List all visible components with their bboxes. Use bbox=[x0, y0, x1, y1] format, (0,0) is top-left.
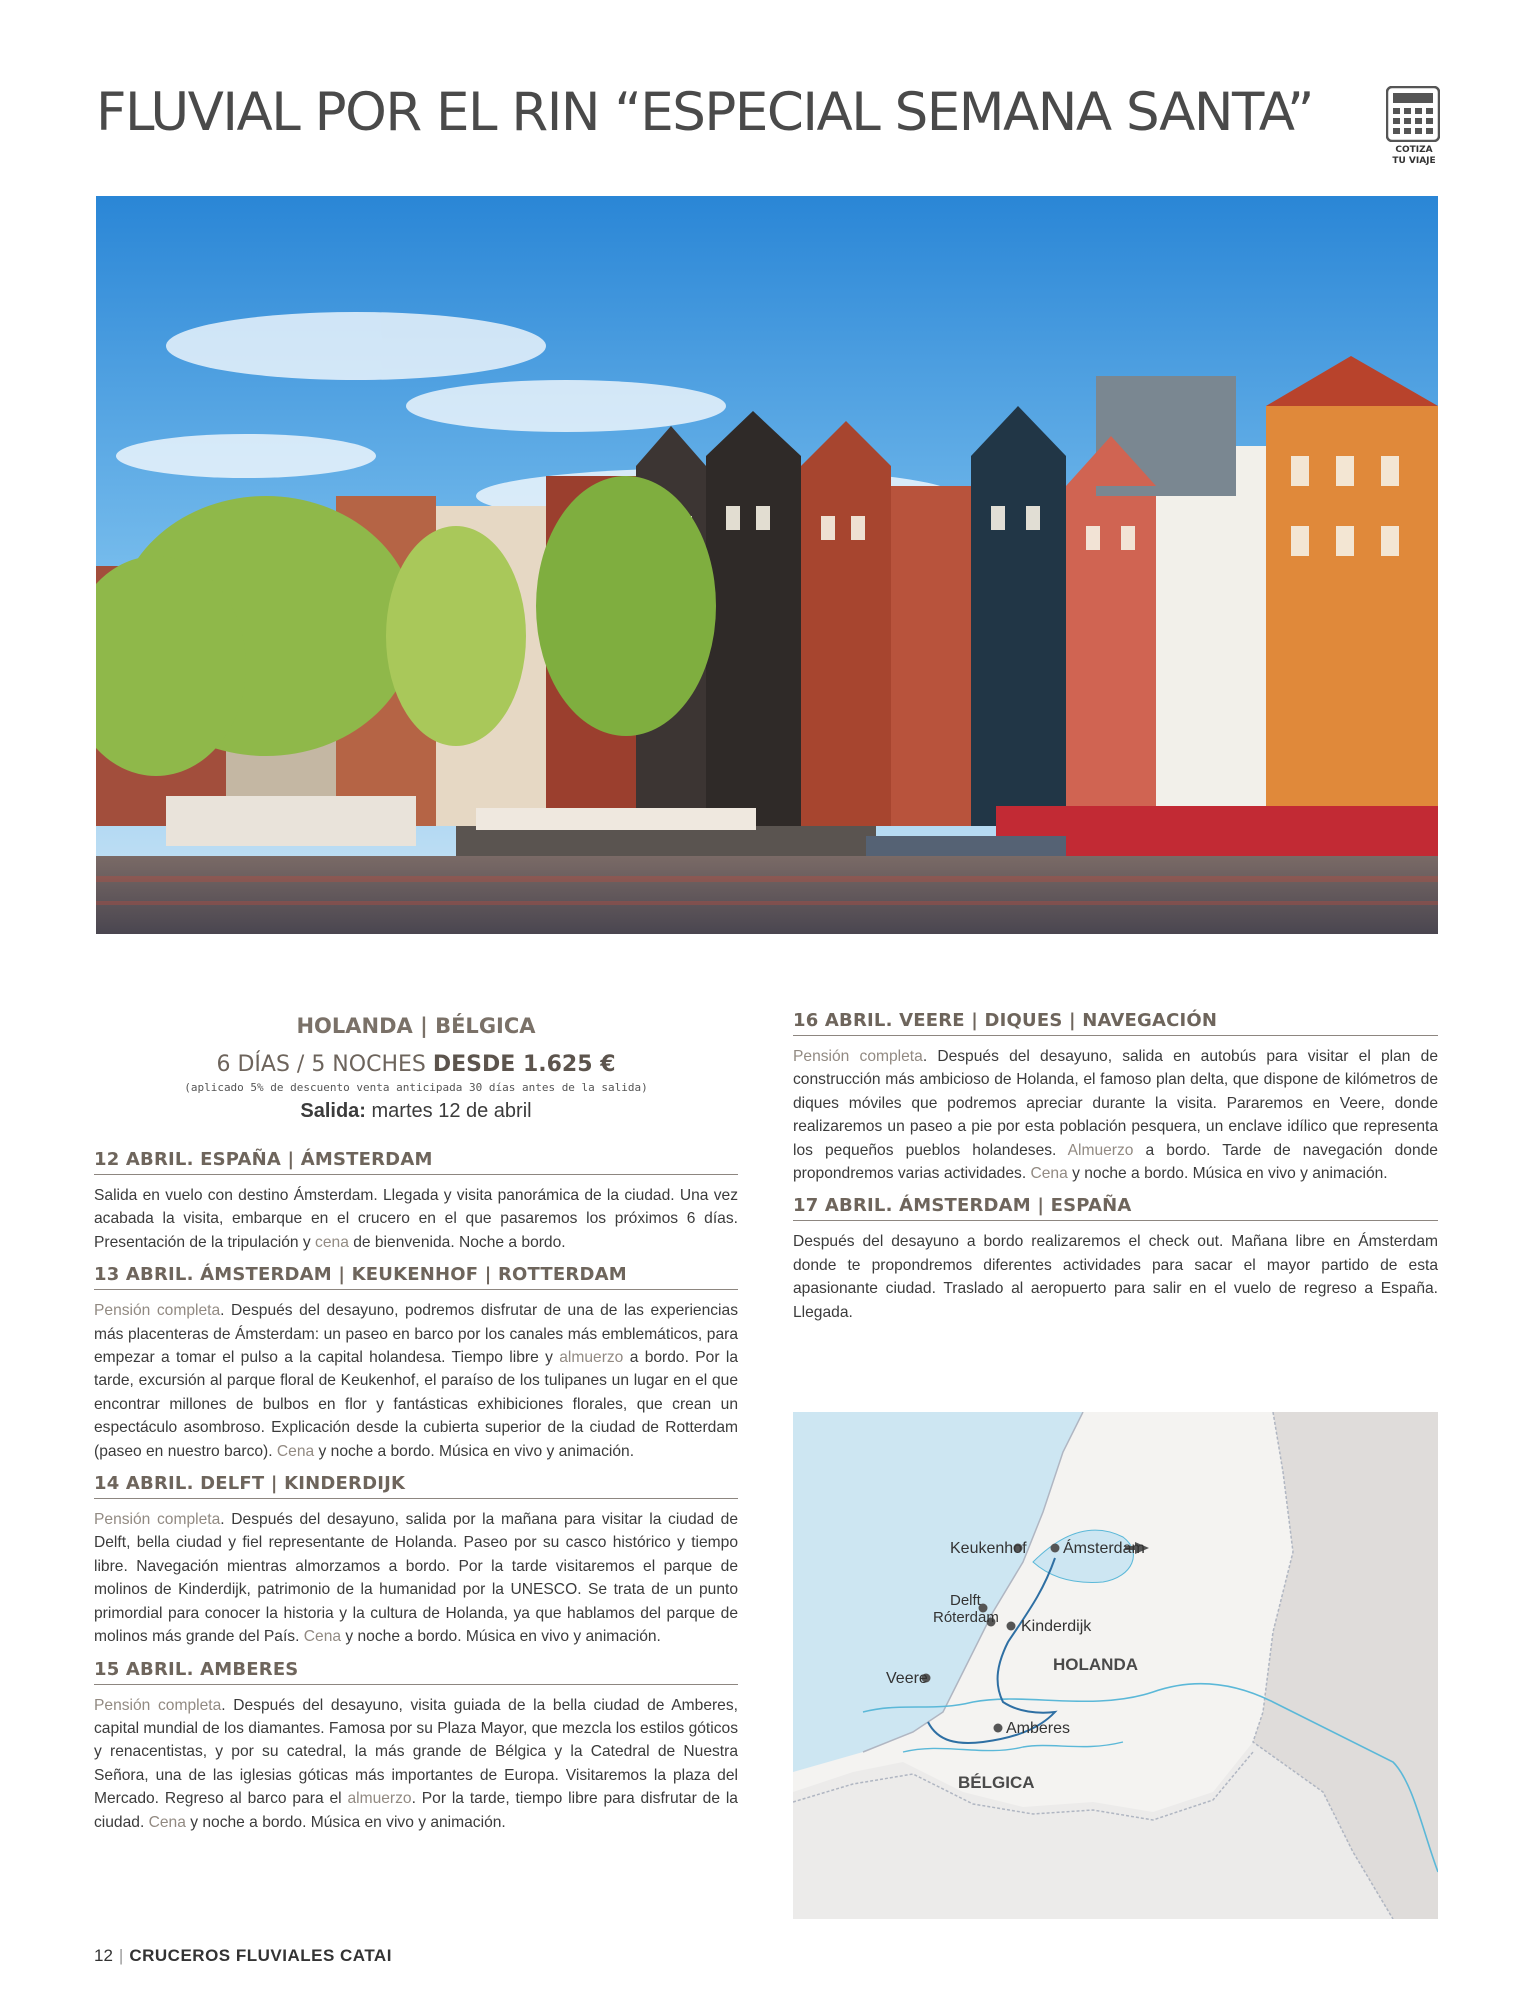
day-heading: 16 ABRIL. VEERE | DIQUES | NAVEGACIÓN bbox=[793, 1010, 1438, 1036]
day-12-abril bbox=[94, 1149, 738, 1254]
hero-illustration bbox=[96, 196, 1438, 934]
day-description: Salida en vuelo con destino Ámsterdam. Llegada y visita panorámica de la ciudad. Una vez acabada la visita, embarque en el crucero en el que pasaremos los próximos 6 días. Presentación de la tripulación y cena de bienvenida. Noche a bordo. bbox=[94, 1187, 738, 1251]
discount-note: (aplicado 5% de descuento venta anticipada 30 días antes de la salida) bbox=[184, 1081, 648, 1094]
day-14-abril bbox=[94, 1473, 738, 1648]
day-15-abril bbox=[94, 1659, 738, 1834]
day-description: Pensión completa. Después del desayuno, visita guiada de la bella ciudad de Amberes, capital mundial de los diamantes. Famosa por su Plaza Mayor, que mezcla los estilos góticos y renacentistas, y por su catedral, la más grande de Bélgica y la Catedral de Nuestra Señora, una de las iglesias góticas más importantes de Europa. Visitaremos la plaza del Mercado. Regreso al barco para el almuerzo. Por la tarde, tiempo libre para disfrutar de la ciudad. Cena y noche a bordo. Música en vivo y animación. bbox=[94, 1696, 738, 1831]
label-rotterdam: Róterdam bbox=[933, 1609, 999, 1626]
day-heading: 12 ABRIL. ESPAÑA | ÁMSTERDAM bbox=[94, 1149, 738, 1175]
trip-duration: 6 DÍAS / 5 NOCHES bbox=[216, 1052, 426, 1077]
city-dot-icon bbox=[994, 1724, 1003, 1733]
departure-value: martes 12 de abril bbox=[365, 1100, 532, 1122]
day-17-abril bbox=[793, 1195, 1438, 1324]
quote-trip-button[interactable] bbox=[1386, 86, 1442, 167]
calculator-icon bbox=[1386, 86, 1440, 142]
page-footer bbox=[94, 1946, 392, 1966]
city-dot-icon bbox=[1007, 1622, 1016, 1631]
trip-summary bbox=[94, 1014, 738, 1123]
price-line bbox=[94, 1052, 738, 1077]
label-amberes: Amberes bbox=[1006, 1720, 1071, 1737]
departure-label: Salida: bbox=[300, 1100, 366, 1122]
label-keukenhof: Keukenhof bbox=[950, 1540, 1027, 1557]
day-heading: 15 ABRIL. AMBERES bbox=[94, 1659, 738, 1685]
itinerary-left-column bbox=[94, 1014, 738, 1844]
page-number: 12 bbox=[94, 1946, 113, 1965]
day-16-abril bbox=[793, 1010, 1438, 1185]
route-map bbox=[793, 1412, 1438, 1919]
footer-separator: | bbox=[118, 1946, 124, 1965]
day-heading: 13 ABRIL. ÁMSTERDAM | KEUKENHOF | ROTTERDAM bbox=[94, 1264, 738, 1290]
trip-price: DESDE 1.625 € bbox=[432, 1052, 616, 1077]
page-title: FLUVIAL POR EL RIN “ESPECIAL SEMANA SANTA” bbox=[96, 82, 1313, 143]
day-description: Pensión completa. Después del desayuno, podremos disfrutar de una de las experiencias más placenteras de Ámsterdam: un paseo en barco por los canales más emblemáticos, para empezar a tomar el pulso a la capital holandesa. Tiempo libre y almuerzo a bordo. Por la tarde, excursión al parque floral de Keukenhof, el paraíso de los tulipanes un lugar en el que encontrar millones de bulbos en flor y fantásticas exhibiciones florales, que crean un espectáculo asombroso. Explicación desde la cubierta superior de la ciudad de Rotterdam (paseo en nuestro barco). Cena y noche a bordo. Música en vivo y animación. bbox=[94, 1302, 738, 1460]
day-heading: 14 ABRIL. DELFT | KINDERDIJK bbox=[94, 1473, 738, 1499]
label-holanda: HOLANDA bbox=[1053, 1655, 1138, 1674]
label-amsterdam: Ámsterdam bbox=[1063, 1540, 1145, 1557]
quote-trip-label: COTIZA TU VIAJE bbox=[1392, 145, 1436, 166]
itinerary-right-column bbox=[793, 1010, 1438, 1334]
day-description: Después del desayuno a bordo realizaremos el check out. Mañana libre en Ámsterdam donde te propondremos diferentes actividades para sacar el mayor partido de esta apasionante ciudad. Traslado al aeropuerto para salir en el vuelo de regreso a España. Llegada. bbox=[793, 1233, 1438, 1321]
publication-name: CRUCEROS FLUVIALES CATAI bbox=[129, 1946, 392, 1965]
label-veere: Veere bbox=[886, 1670, 928, 1687]
label-belgica: BÉLGICA bbox=[958, 1773, 1035, 1792]
day-description: Pensión completa. Después del desayuno, salida en autobús para visitar el plan de construcción más ambicioso de Holanda, el famoso plan delta, que dispone de kilómetros de diques móviles que podremos apreciar durante la visita. Pararemos en Veere, donde realizaremos un paseo a pie por esta población pesquera, un enclave idílico que representa los pequeños pueblos holandeses. Almuerzo a bordo. Tarde de navegación donde propondremos varias actividades. Cena y noche a bordo. Música en vivo y animación. bbox=[793, 1048, 1438, 1183]
hero-image-amsterdam bbox=[96, 196, 1438, 934]
departure-date bbox=[94, 1100, 738, 1123]
day-description: Pensión completa. Después del desayuno, salida por la mañana para visitar la ciudad de Delft, bella ciudad y fiel representante de Holanda. Paseo por su casco histórico y tiempo libre. Navegación mientras almorzamos a bordo. Por la tarde visitaremos el parque de molinos de Kinderdijk, patrimonio de la humanidad por la UNESCO. Se trata de un punto primordial para conocer la historia y la cultura de Holanda, ya que hablamos del parque de molinos más grande del País. Cena y noche a bordo. Música en vivo y animación. bbox=[94, 1511, 738, 1646]
label-kinderdijk: Kinderdijk bbox=[1021, 1618, 1092, 1635]
day-13-abril bbox=[94, 1264, 738, 1463]
city-dot-icon bbox=[1051, 1544, 1060, 1553]
label-delft: Delft bbox=[950, 1592, 981, 1609]
trip-countries: HOLANDA | BÉLGICA bbox=[296, 1014, 536, 1038]
route-map-svg bbox=[793, 1412, 1438, 1919]
day-heading: 17 ABRIL. ÁMSTERDAM | ESPAÑA bbox=[793, 1195, 1438, 1221]
